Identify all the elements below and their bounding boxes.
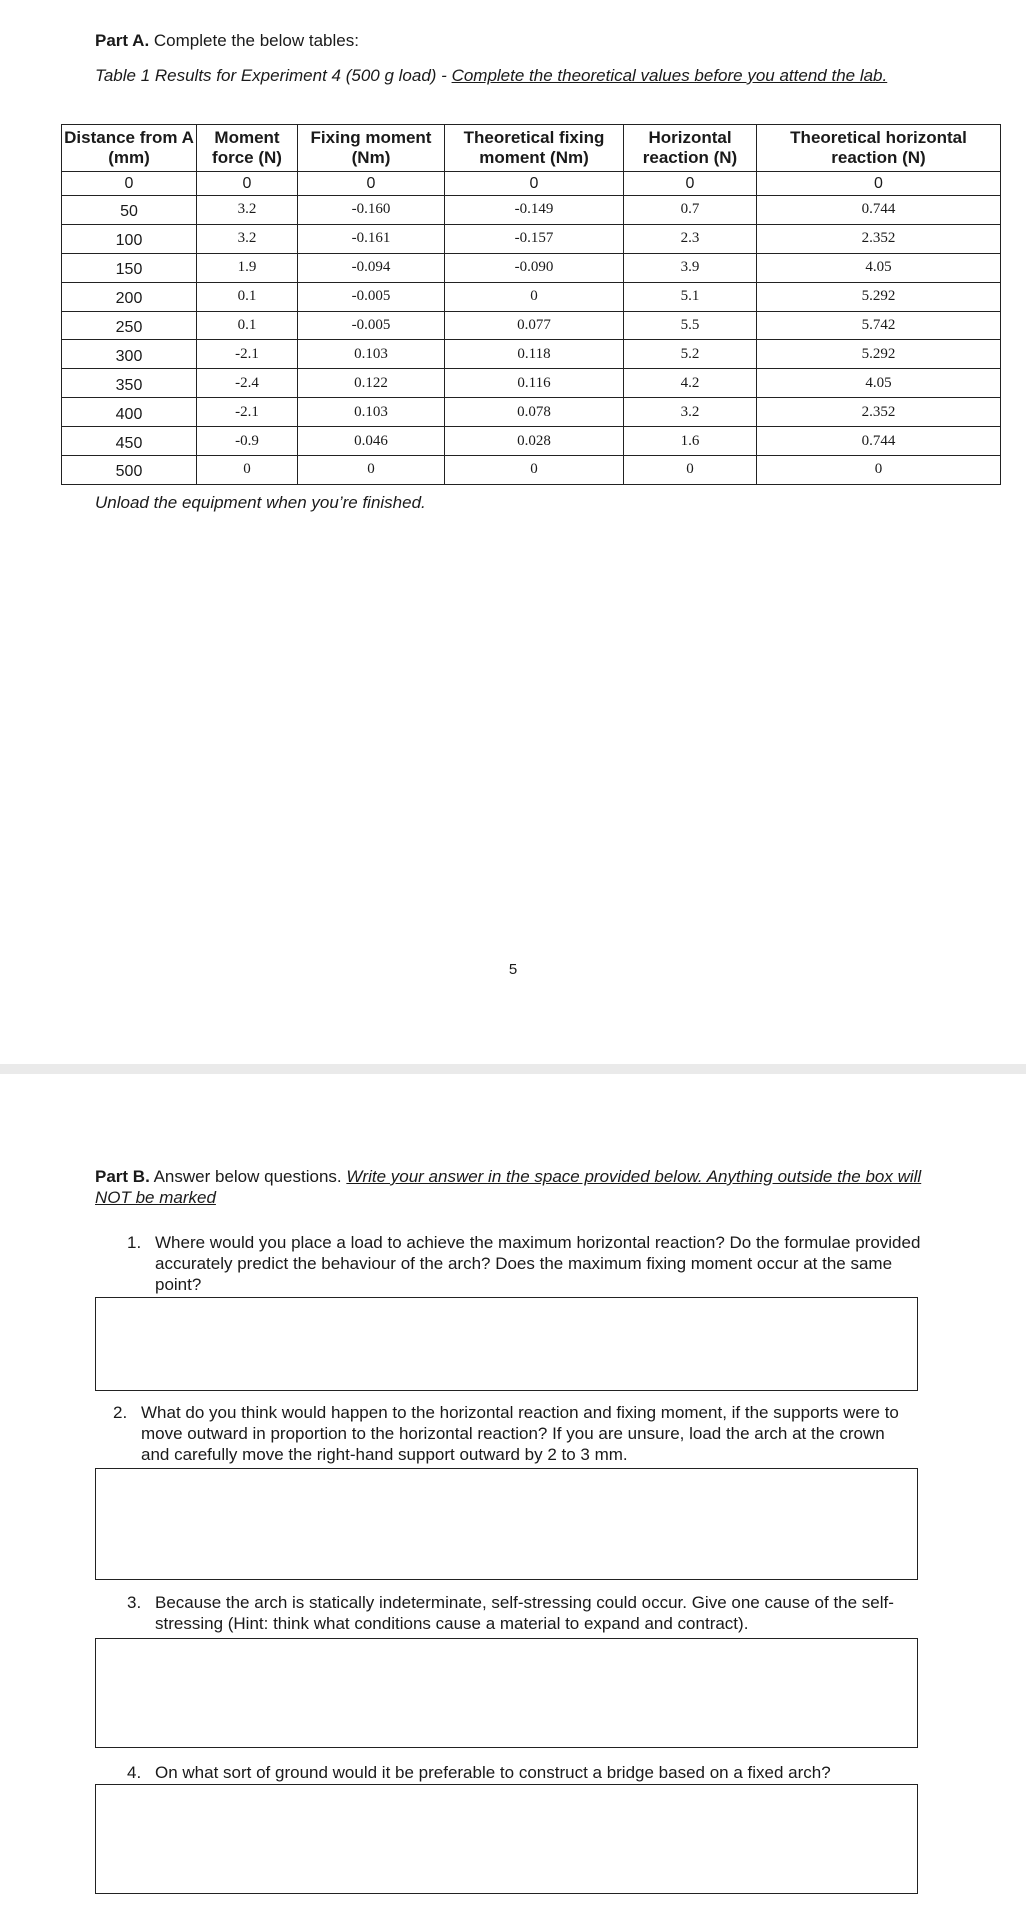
table-cell: 4.05: [757, 369, 1001, 398]
table-row: [62, 369, 1001, 398]
question-number: 4.: [127, 1763, 142, 1782]
question-text: On what sort of ground would it be preferable to construct a bridge based on a fixed arch?: [155, 1763, 831, 1782]
table-cell: 0.078: [445, 398, 624, 427]
table-cell: 0: [197, 172, 298, 196]
table-cell: 100: [62, 224, 197, 253]
part-a-heading: [95, 30, 359, 51]
table-row: [62, 224, 1001, 253]
table-cell: -2.1: [197, 398, 298, 427]
table-row: [62, 196, 1001, 225]
question-number: 2.: [113, 1403, 128, 1422]
table-cell: 3.2: [197, 224, 298, 253]
table-cell: 4.05: [757, 253, 1001, 282]
header-theoretical-horizontal-reaction: Theoretical horizontal reaction (N): [757, 125, 1001, 172]
question-3: [127, 1592, 917, 1634]
table-cell: 0: [298, 456, 445, 485]
table-cell: 400: [62, 398, 197, 427]
table-cell: 250: [62, 311, 197, 340]
table-cell: 0.028: [445, 427, 624, 456]
table-cell: 5.292: [757, 340, 1001, 369]
table-cell: -0.157: [445, 224, 624, 253]
table-cell: 2.3: [624, 224, 757, 253]
table-cell: -0.9: [197, 427, 298, 456]
table-cell: 0: [445, 282, 624, 311]
header-fixing-moment: Fixing moment (Nm): [298, 125, 445, 172]
table-cell: 350: [62, 369, 197, 398]
table-cell: 50: [62, 196, 197, 225]
table-cell: 5.2: [624, 340, 757, 369]
table-row: [62, 398, 1001, 427]
table-cell: 0.744: [757, 196, 1001, 225]
table-cell: 3.2: [197, 196, 298, 225]
table-cell: 0.103: [298, 398, 445, 427]
table-cell: 1.6: [624, 427, 757, 456]
answer-box-4[interactable]: [95, 1784, 918, 1894]
table-cell: 3.2: [624, 398, 757, 427]
table-cell: -0.090: [445, 253, 624, 282]
header-moment-force: Moment force (N): [197, 125, 298, 172]
table-caption-prefix: Table 1 Results for Experiment 4 (500 g load) -: [95, 66, 452, 85]
question-number: 3.: [127, 1593, 142, 1612]
table-header-row: [62, 125, 1001, 172]
header-horizontal-reaction: Horizontal reaction (N): [624, 125, 757, 172]
part-b-instruction: Write your answer in the space provided below. Anything outside the box will NOT be marked: [95, 1167, 922, 1207]
table-cell: 4.2: [624, 369, 757, 398]
question-number: 1.: [127, 1233, 142, 1252]
part-a-label: Part A.: [95, 31, 150, 50]
unload-note: Unload the equipment when you’re finished.: [95, 493, 426, 512]
answer-box-3[interactable]: [95, 1638, 918, 1748]
table-cell: -0.161: [298, 224, 445, 253]
table-row: [62, 340, 1001, 369]
table-cell: 0.077: [445, 311, 624, 340]
table-cell: 0.118: [445, 340, 624, 369]
table-cell: 200: [62, 282, 197, 311]
table-cell: -0.005: [298, 282, 445, 311]
table-cell: -0.005: [298, 311, 445, 340]
table-row: [62, 253, 1001, 282]
table-row: [62, 282, 1001, 311]
question-1: [127, 1232, 942, 1295]
table-cell: 0: [298, 172, 445, 196]
table-cell: 0: [757, 456, 1001, 485]
table-row: [62, 427, 1001, 456]
table-cell: 2.352: [757, 398, 1001, 427]
table-cell: 150: [62, 253, 197, 282]
question-text: Because the arch is statically indeterminate, self-stressing could occur. Give one cause of the self-stressing (Hint: think what conditions cause a material to expand and contract).: [155, 1593, 894, 1633]
header-theoretical-fixing-moment: Theoretical fixing moment (Nm): [445, 125, 624, 172]
table-caption-instruction: Complete the theoretical values before you attend the lab.: [451, 66, 888, 85]
question-4: [127, 1762, 957, 1783]
table-row: [62, 311, 1001, 340]
part-b-heading: [95, 1166, 945, 1208]
table-cell: 0.122: [298, 369, 445, 398]
table-cell: 0: [445, 456, 624, 485]
table-cell: -0.160: [298, 196, 445, 225]
table-cell: 0.1: [197, 311, 298, 340]
table-cell: -0.149: [445, 196, 624, 225]
header-distance: Distance from A (mm): [62, 125, 197, 172]
table-cell: 0.7: [624, 196, 757, 225]
question-text: Where would you place a load to achieve the maximum horizontal reaction? Do the formulae provided accurately predict the behaviour of the arch? Does the maximum fixing moment occur at the same point?: [155, 1233, 921, 1294]
table-cell: 0: [624, 172, 757, 196]
table-cell: 5.1: [624, 282, 757, 311]
table-cell: 5.742: [757, 311, 1001, 340]
table-cell: -2.4: [197, 369, 298, 398]
table-cell: 500: [62, 456, 197, 485]
table-cell: -2.1: [197, 340, 298, 369]
results-table: [61, 124, 1001, 485]
part-a-text: Complete the below tables:: [149, 31, 359, 50]
table-cell: 5.5: [624, 311, 757, 340]
answer-box-2[interactable]: [95, 1468, 918, 1580]
table-cell: 0.046: [298, 427, 445, 456]
table-cell: -0.094: [298, 253, 445, 282]
table-cell: 1.9: [197, 253, 298, 282]
part-b-label: Part B.: [95, 1167, 150, 1186]
question-2: [113, 1402, 913, 1465]
table-cell: 300: [62, 340, 197, 369]
part-b-text: Answer below questions.: [149, 1167, 347, 1186]
table-cell: 0: [445, 172, 624, 196]
answer-box-1[interactable]: [95, 1297, 918, 1391]
table-cell: 3.9: [624, 253, 757, 282]
question-text: What do you think would happen to the horizontal reaction and fixing moment, if the supports were to move outward in proportion to the horizontal reaction? If you are unsure, load the arch at the crown and carefully move the right-hand support outward by 2 to 3 mm.: [141, 1403, 899, 1464]
table-row: [62, 456, 1001, 485]
table-cell: 0: [62, 172, 197, 196]
table-cell: 0: [624, 456, 757, 485]
table-cell: 2.352: [757, 224, 1001, 253]
page-separator: [0, 1064, 1026, 1074]
table-cell: 5.292: [757, 282, 1001, 311]
table-cell: 0.744: [757, 427, 1001, 456]
page-number: 5: [508, 961, 518, 978]
table-caption: [95, 66, 935, 85]
table-cell: 0: [757, 172, 1001, 196]
table-cell: 0: [197, 456, 298, 485]
table-cell: 0.103: [298, 340, 445, 369]
table-cell: 450: [62, 427, 197, 456]
table-cell: 0.1: [197, 282, 298, 311]
table-row: [62, 172, 1001, 196]
table-cell: 0.116: [445, 369, 624, 398]
